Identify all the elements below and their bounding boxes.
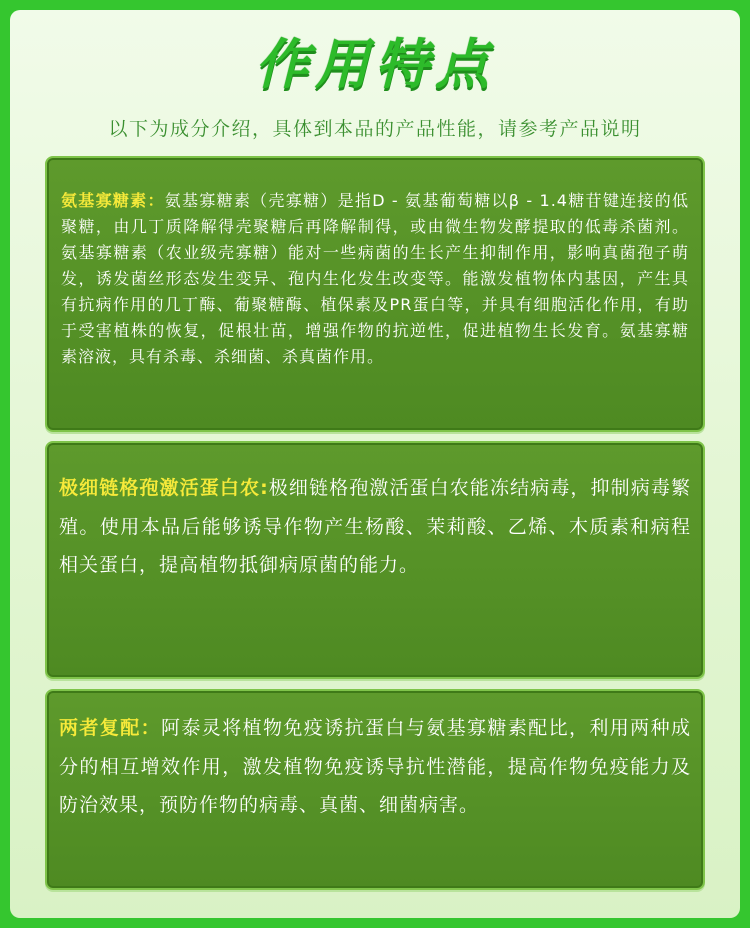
card-body: 阿泰灵将植物免疫诱抗蛋白与氨基寡糖素配比，利用两种成分的相互增效作用，激发植物免疫诱导抗性潜能，提高作物免疫能力及防治效果，预防作物的病毒、真菌、细菌病害。 bbox=[59, 717, 691, 816]
card-lead: 两者复配： bbox=[59, 717, 161, 739]
card-body: 极细链格孢激活蛋白农能冻结病毒，抑制病毒繁殖。使用本品后能够诱导作物产生杨酸、茉莉酸、乙烯、木质素和病程相关蛋白，提高植物抵御病原菌的能力。 bbox=[59, 477, 691, 576]
ingredient-card-oligosaccharins bbox=[45, 156, 705, 432]
card-text bbox=[59, 469, 691, 585]
page-subtitle: 以下为成分介绍，具体到本品的产品性能，请参考产品说明 bbox=[108, 118, 642, 140]
card-lead: 氨基寡糖素： bbox=[61, 191, 165, 210]
ingredient-card-activator-protein bbox=[45, 441, 705, 679]
card-text bbox=[59, 709, 691, 825]
card-lead: 极细链格孢激活蛋白农: bbox=[59, 477, 269, 499]
card-body: 氨基寡糖素（壳寡糖）是指D - 氨基葡萄糖以β - 1.4糖苷键连接的低聚糖，由几丁质降解得壳聚糖后再降解制得，或由微生物发酵提取的低毒杀菌剂。 氨基寡糖素（农业级壳寡糖）能对一些病菌的生长产生抑制作用，影响真菌孢子萌发，诱发菌丝形态发生变异、孢内生化发生改变等。能激发植物体内基因，产生具有抗病作用的几丁酶、葡聚糖酶、植保素及PR蛋白等，并具有细胞活化作用，有助于受害植株的恢复，促根壮苗，增强作物的抗逆性，促进植物生长发育。氨基寡糖素溶液，具有杀毒、杀细菌、杀真菌作用。 bbox=[61, 191, 689, 366]
page-title: 作用特点 bbox=[255, 33, 495, 96]
card-text bbox=[61, 188, 689, 370]
ingredient-card-combination bbox=[45, 689, 705, 890]
